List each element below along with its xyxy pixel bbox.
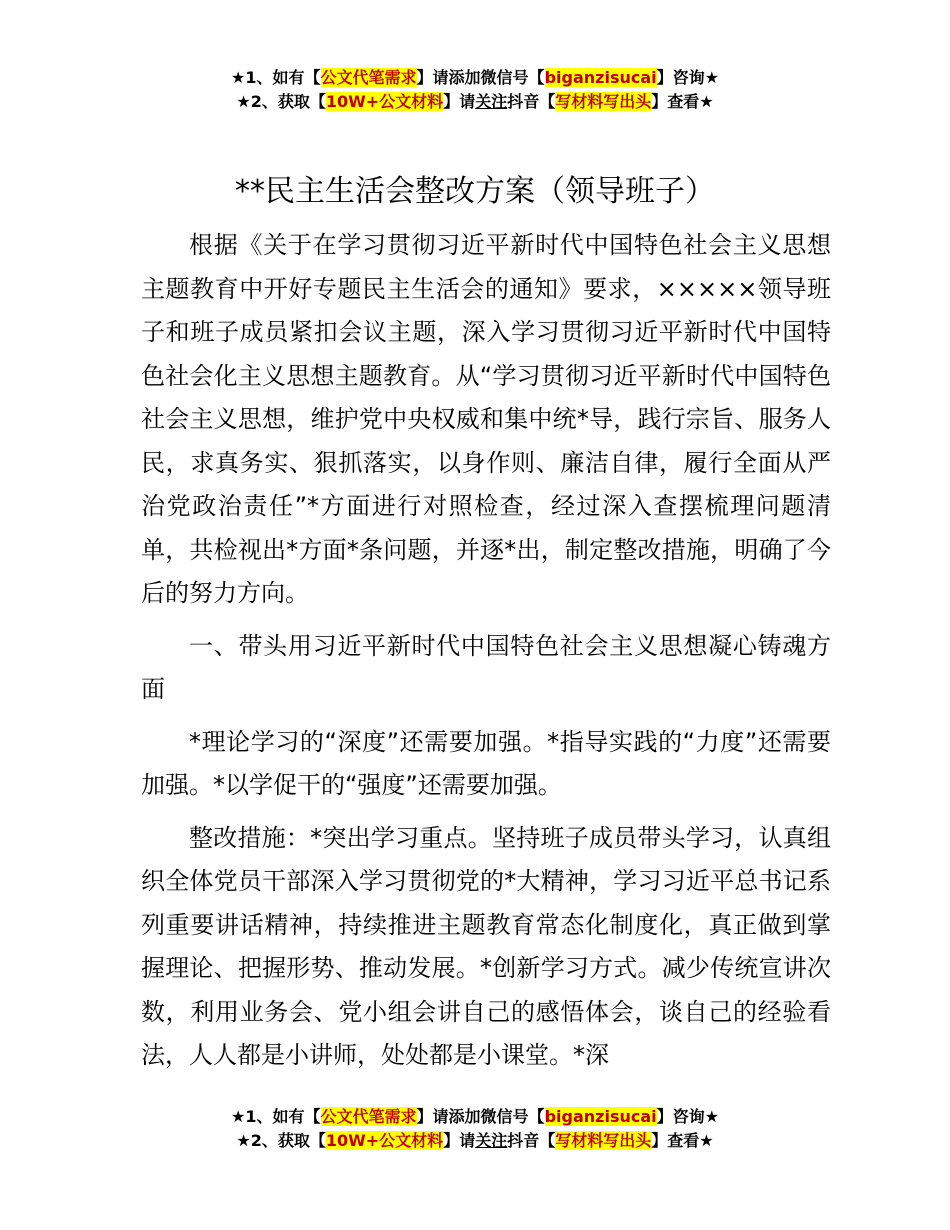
banner-highlight: 公文代笔需求 xyxy=(320,1107,417,1126)
banner-emphasis: 关注 xyxy=(475,1131,508,1150)
banner-highlight: 写材料写出头 xyxy=(555,1131,652,1150)
banner-text: ★2、获取【 xyxy=(236,92,326,111)
body-paragraph: 根据《关于在学习贯彻习近平新时代中国特色社会主义思想主题教育中开好专题民主生活会的通知》要求，×××××领导班子和班子成员紧扣会议主题，深入学习贯彻习近平新时代中国特色社会化主义思想主题教育。从“学习贯彻习近平新时代中国特色社会主义思想，维护党中央权威和集中统*导，践行宗旨、服务人民，求真务实、狠抓落实，以身作则、廉洁自律，履行全面从严治党政治责任”*方面进行对照检查，经过深入查摆梳理问题清单，共检视出*方面*条问题，并逐*出，制定整改措施，明确了今后的努力方向。 xyxy=(141,231,831,607)
banner-text: 抖音【 xyxy=(507,92,556,111)
banner-text: 】请 xyxy=(416,68,449,87)
footer-banner xyxy=(0,1105,950,1153)
banner-text: 】请 xyxy=(443,92,476,111)
banner-text: ★1、如有【 xyxy=(231,1107,321,1126)
banner-text: 】咨询★ xyxy=(656,1107,719,1126)
banner-text: ★2、获取【 xyxy=(236,1131,326,1150)
banner-text: 】查看★ xyxy=(651,92,714,111)
body-paragraph: *理论学习的“深度”还需要加强。*指导实践的“力度”还需要加强。*以学促干的“强度”还需要加强。 xyxy=(141,727,831,799)
banner-line-2 xyxy=(0,1129,950,1153)
banner-emphasis: 关注 xyxy=(475,92,508,111)
banner-highlight: 10W+公文材料 xyxy=(325,92,444,111)
banner-highlight: 写材料写出头 xyxy=(555,92,652,111)
banner-highlight: 10W+公文材料 xyxy=(325,1131,444,1150)
banner-text: 微信号【 xyxy=(480,1107,545,1126)
banner-line-1 xyxy=(0,1105,950,1129)
banner-emphasis: 添加 xyxy=(448,1107,481,1126)
document-body xyxy=(141,224,831,1078)
banner-wechat-id: biganzisucai xyxy=(544,1107,657,1126)
banner-line-1 xyxy=(0,66,950,90)
section-heading: 一、带头用习近平新时代中国特色社会主义思想凝心铸魂方面 xyxy=(141,631,831,703)
banner-text: 微信号【 xyxy=(480,68,545,87)
banner-line-2 xyxy=(0,90,950,114)
banner-text: 】咨询★ xyxy=(656,68,719,87)
banner-text: ★1、如有【 xyxy=(231,68,321,87)
banner-text: 】请 xyxy=(416,1107,449,1126)
banner-emphasis: 添加 xyxy=(448,68,481,87)
banner-wechat-id: biganzisucai xyxy=(544,68,657,87)
banner-text: 】请 xyxy=(443,1131,476,1150)
banner-text: 】查看★ xyxy=(651,1131,714,1150)
banner-highlight: 公文代笔需求 xyxy=(320,68,417,87)
banner-text: 抖音【 xyxy=(507,1131,556,1150)
body-paragraph: 整改措施：*突出学习重点。坚持班子成员带头学习，认真组织全体党员干部深入学习贯彻党的*大精神，学习习近平总书记系列重要讲话精神，持续推进主题教育常态化制度化，真正做到掌握理论、把握形势、推动发展。*创新学习方式。减少传统宣讲次数，利用业务会、党小组会讲自己的感悟体会，谈自己的经验看法，人人都是小讲师，处处都是小课堂。*深 xyxy=(141,823,831,1069)
document-title: **民主生活会整改方案（领导班子） xyxy=(235,174,715,209)
header-banner xyxy=(0,66,950,114)
